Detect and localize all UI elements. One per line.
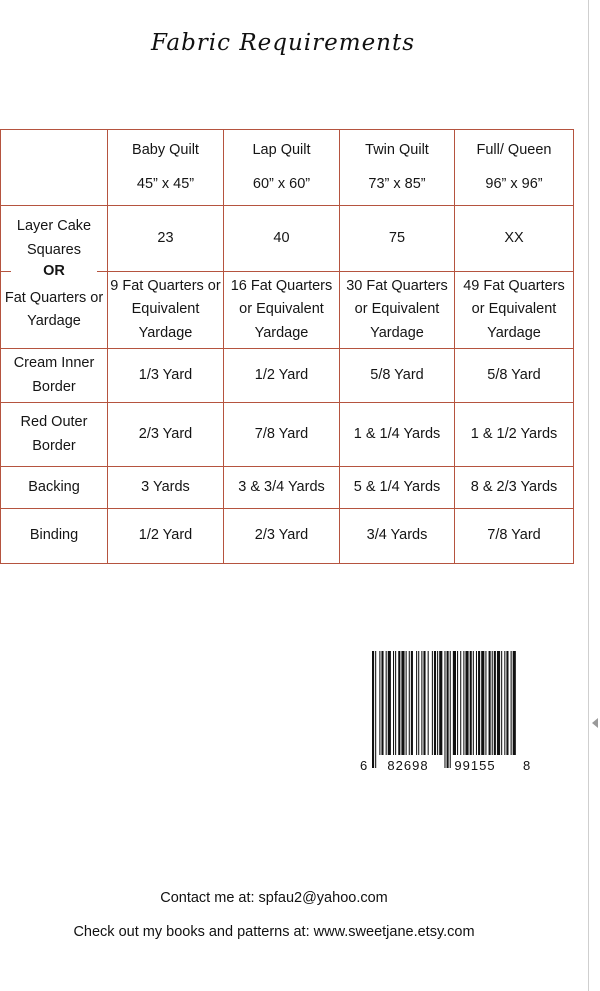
table-cell: 30 Fat Quarters or Equivalent Yardage <box>340 272 455 349</box>
barcode-bar <box>375 651 376 768</box>
barcode-bar <box>453 651 456 755</box>
barcode-bar <box>447 651 449 768</box>
barcode-bar <box>501 651 502 755</box>
barcode-bar <box>393 651 394 755</box>
table-cell: 3/4 Yards <box>340 509 455 564</box>
row-label: Red Outer Border <box>1 403 108 467</box>
table-cell: 9 Fat Quarters or Equivalent Yardage <box>108 272 224 349</box>
barcode-bars <box>372 651 516 768</box>
barcode-bar <box>428 651 429 755</box>
barcode-bar <box>381 651 383 755</box>
barcode-bar <box>476 651 477 755</box>
barcode-bar <box>465 651 468 755</box>
barcode-bar <box>481 651 484 755</box>
barcode-digits-group-2: 99155 <box>454 758 496 773</box>
table-header-row <box>1 130 574 206</box>
barcode-bar <box>406 651 407 755</box>
contact-line: Contact me at: spfau2@yahoo.com <box>160 890 388 906</box>
row-label: Layer Cake Squares <box>1 206 108 272</box>
barcode-bar <box>485 651 486 755</box>
barcode-bar <box>504 651 505 755</box>
table-cell: 7/8 Yard <box>455 509 574 564</box>
header-cell: Baby Quilt 45” x 45” <box>108 130 224 206</box>
barcode-digit-right: 8 <box>523 758 531 773</box>
header-blank-cell <box>1 130 108 206</box>
barcode-bar <box>460 651 461 755</box>
barcode-bar <box>379 651 380 755</box>
table-cell: 40 <box>224 206 340 272</box>
row-label-cell <box>1 263 108 349</box>
row-label: Backing <box>1 467 108 509</box>
barcode-bar <box>437 651 438 755</box>
page-nav-arrow-icon[interactable] <box>592 718 598 728</box>
table-cell: 2/3 Yard <box>108 403 224 467</box>
table-cell: 1/3 Yard <box>108 349 224 403</box>
table-row <box>1 403 574 467</box>
table-cell: 75 <box>340 206 455 272</box>
barcode-bar <box>388 651 391 755</box>
header-cell: Lap Quilt 60” x 60” <box>224 130 340 206</box>
barcode-bar <box>478 651 480 755</box>
fabric-requirements-table <box>0 129 574 564</box>
page-edge <box>588 0 600 991</box>
barcode-bar <box>470 651 472 755</box>
barcode-bar <box>398 651 400 755</box>
barcode <box>360 650 532 775</box>
row-label: Binding <box>1 509 108 564</box>
table-cell: 7/8 Yard <box>224 403 340 467</box>
table-cell: 1 & 1/4 Yards <box>340 403 455 467</box>
header-cell: Twin Quilt 73” x 85” <box>340 130 455 206</box>
barcode-bar <box>411 651 413 755</box>
table-row <box>1 272 574 349</box>
barcode-bar <box>401 651 404 755</box>
barcode-bar <box>421 651 422 755</box>
barcode-bar <box>416 651 417 755</box>
barcode-bar <box>432 651 433 755</box>
page-title: Fabric Requirements <box>150 30 416 56</box>
barcode-bar <box>511 651 512 755</box>
barcode-bar <box>463 651 464 755</box>
barcode-bar <box>434 651 436 755</box>
barcode-bar <box>450 651 451 768</box>
barcode-bar <box>497 651 500 755</box>
row-label: Fat Quarters or Yardage <box>4 289 104 329</box>
table-cell: 16 Fat Quarters or Equivalent Yardage <box>224 272 340 349</box>
barcode-bar <box>409 651 410 755</box>
barcode-bar <box>372 651 374 768</box>
barcode-digit-left: 6 <box>360 758 368 773</box>
barcode-bar <box>513 651 516 755</box>
barcode-bar <box>418 651 419 755</box>
barcode-bar <box>473 651 474 755</box>
shop-line: Check out my books and patterns at: www.sweetjane.etsy.com <box>73 924 475 940</box>
header-cell: Full/ Queen 96” x 96” <box>455 130 574 206</box>
barcode-bar <box>395 651 396 755</box>
table-cell: 1/2 Yard <box>108 509 224 564</box>
barcode-bar <box>423 651 425 755</box>
table-cell: 5/8 Yard <box>455 349 574 403</box>
barcode-bar <box>506 651 508 755</box>
table-row <box>1 509 574 564</box>
barcode-bar <box>457 651 458 755</box>
barcode-bar <box>439 651 442 755</box>
barcode-bar <box>444 651 445 768</box>
table-cell: 49 Fat Quarters or Equivalent Yardage <box>455 272 574 349</box>
barcode-bar <box>494 651 496 755</box>
table-cell: 3 & 3/4 Yards <box>224 467 340 509</box>
barcode-bar <box>489 651 491 755</box>
barcode-bar <box>492 651 493 755</box>
table-cell: 3 Yards <box>108 467 224 509</box>
row-label: Cream Inner Border <box>1 349 108 403</box>
table-cell: 2/3 Yard <box>224 509 340 564</box>
barcode-bar <box>386 651 387 755</box>
table-cell: XX <box>455 206 574 272</box>
table-cell: 5/8 Yard <box>340 349 455 403</box>
table-cell: 1/2 Yard <box>224 349 340 403</box>
or-label: OR <box>43 263 65 279</box>
table-cell: 23 <box>108 206 224 272</box>
table-cell: 1 & 1/2 Yards <box>455 403 574 467</box>
barcode-digits-group-1: 82698 <box>387 758 429 773</box>
table-row <box>1 349 574 403</box>
table-cell: 5 & 1/4 Yards <box>340 467 455 509</box>
table-row <box>1 467 574 509</box>
table-cell: 8 & 2/3 Yards <box>455 467 574 509</box>
